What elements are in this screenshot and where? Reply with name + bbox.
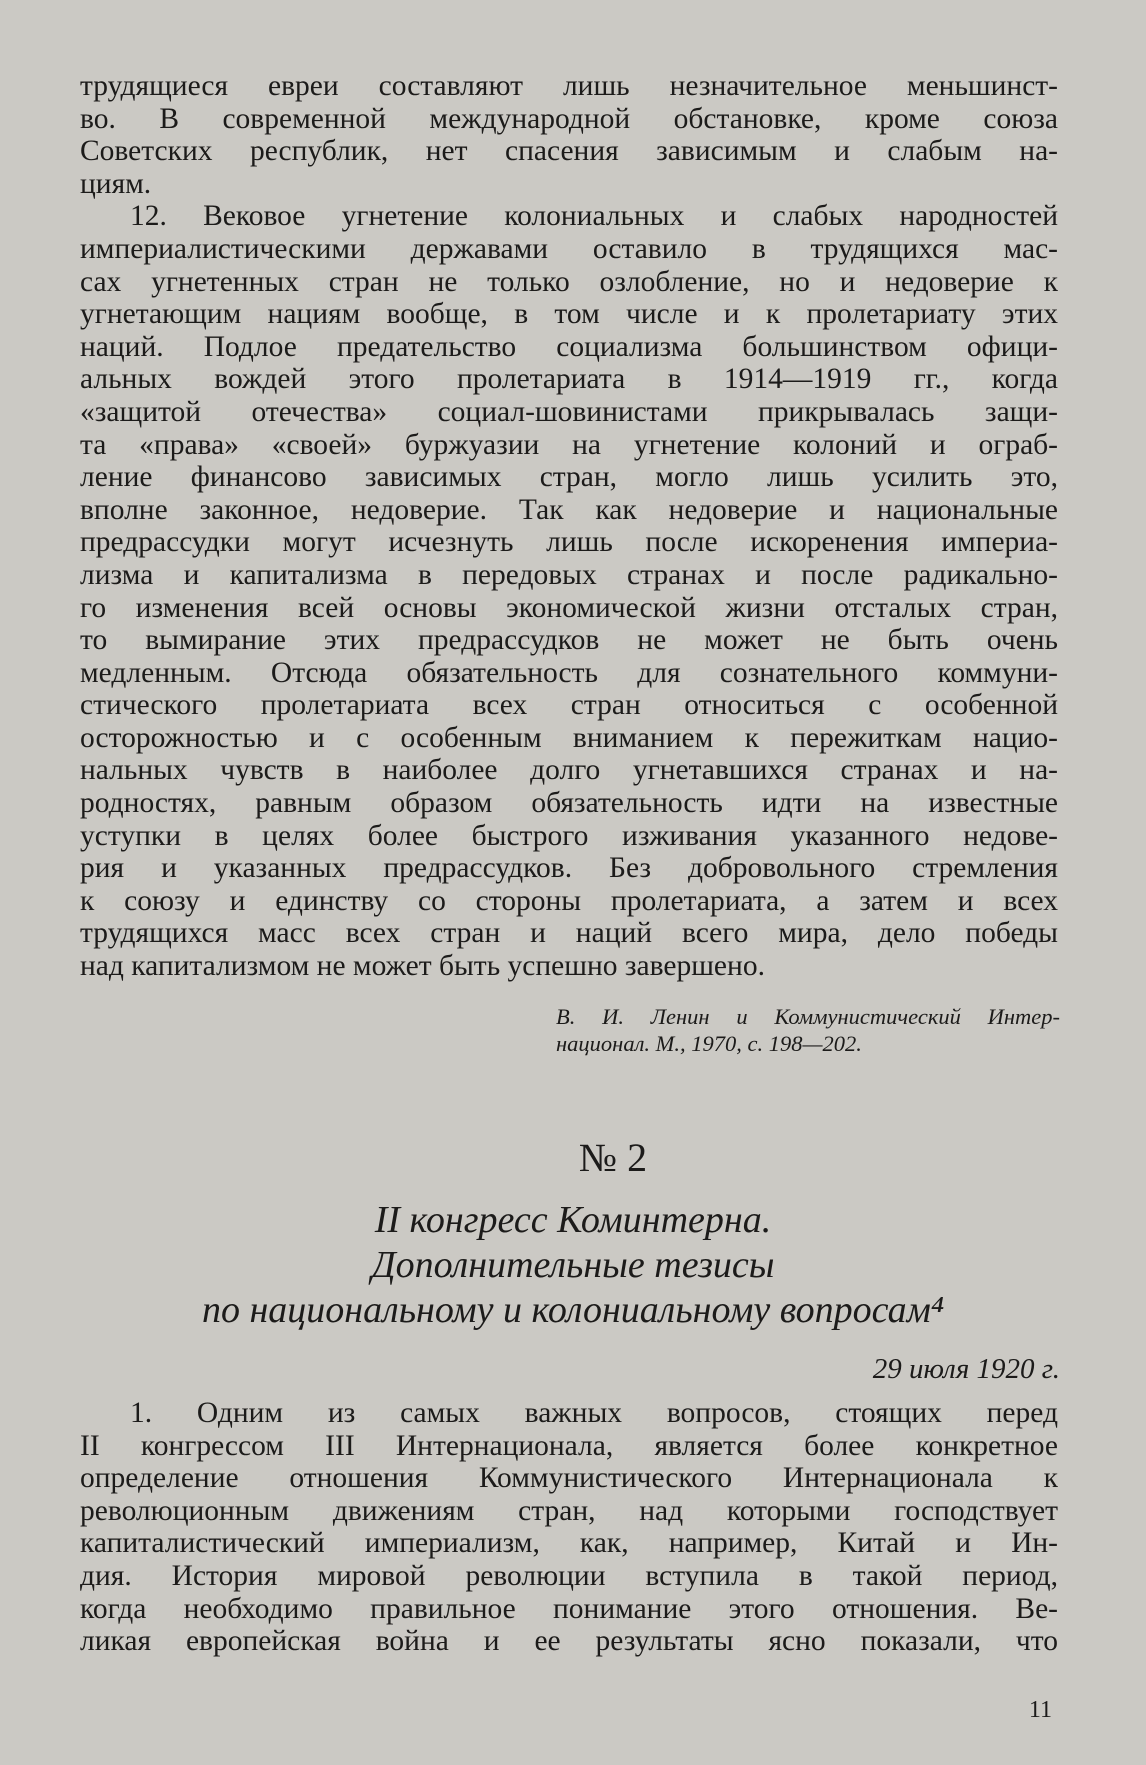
text-line-paragraph-start: 1. Одним из самых важных вопросов, стоящих перед (130, 1397, 1058, 1429)
source-citation (556, 1003, 1060, 1057)
text-line: определение отношения Коммунистического Интернационала к (80, 1462, 1058, 1495)
text-line: «защитой отечества» социал-шовинистами прикрывалась защи- (80, 395, 1058, 428)
text-line: стического пролетариата всех стран относиться с особенной (80, 689, 1058, 722)
text-line: ликая европейская война и ее результаты ясно показали, что (80, 1625, 1058, 1658)
text-line: го изменения всей основы экономической жизни отсталых стран, (80, 591, 1058, 624)
text-line: циям. (80, 167, 152, 200)
text-line: вполне законное, недоверие. Так как недоверие и национальные (80, 493, 1058, 526)
text-line: альных вождей этого пролетариата в 1914—1919 гг., когда (80, 363, 1058, 396)
text-line: осторожностью и с особенным вниманием к пережиткам нацио- (80, 721, 1058, 754)
text-line: трудящихся масс всех стран и наций всего мира, дело победы (80, 917, 1058, 950)
text-line: II конгрессом III Интернационала, является более конкретное (80, 1429, 1058, 1462)
text-line: к союзу и единству со стороны пролетариата, а затем и всех (80, 884, 1058, 917)
text-line: медленным. Отсюда обязательность для сознательного коммуни- (80, 656, 1058, 689)
text-line: уступки в целях более быстрого изживания указанного недове- (80, 819, 1058, 852)
text-line: трудящиеся евреи составляют лишь незначительное меньшинст- (80, 70, 1058, 102)
text-line: лизма и капитализма в передовых странах и после радикально- (80, 558, 1058, 591)
text-line: сах угнетенных стран не только озлобление, но и недоверие к (80, 265, 1058, 298)
text-line: Советских республик, нет спасения зависимым и слабым на- (80, 135, 1058, 168)
text-line: то вымирание этих предрассудков не может не быть очень (80, 624, 1058, 657)
text-line: нальных чувств в наиболее долго угнетавшихся странах и на- (80, 754, 1058, 787)
text-line: ление финансово зависимых стран, могло лишь усилить это, (80, 461, 1058, 494)
text-line: над капитализмом не может быть успешно завершено. (80, 950, 765, 983)
source-line: В. И. Ленин и Коммунистический Интер- (556, 1004, 1060, 1029)
heading-line: по национальному и колониальному вопросам⁴ (201, 1289, 945, 1331)
text-line: во. В современной международной обстановке, кроме союза (80, 102, 1058, 135)
text-line: империалистическими державами оставило в трудящихся мас- (80, 232, 1058, 265)
text-block-lenin-theses (80, 70, 1058, 983)
page-number: 11 (1028, 1697, 1052, 1723)
text-line: революционным движениям стран, над которыми господствует (80, 1494, 1058, 1527)
text-line: рия и указанных предрассудков. Без добровольного стремления (80, 852, 1058, 885)
text-line: та «права» «своей» буржуазии на угнетение колоний и ограб- (80, 428, 1058, 461)
text-line: дия. История мировой революции вступила в такой период, (80, 1559, 1058, 1592)
text-line-paragraph-start: 12. Вековое угнетение колониальных и слабых народностей (130, 200, 1058, 233)
heading-line: Дополнительные тезисы (371, 1244, 775, 1286)
text-line: угнетающим нациям вообще, в том числе и к пролетариату этих (80, 298, 1058, 331)
text-block-additional-theses (80, 1397, 1058, 1658)
text-line: капиталистический империализм, как, например, Китай и Ин- (80, 1527, 1058, 1560)
text-line: предрассудки могут исчезнуть лишь после искоренения империа- (80, 526, 1058, 559)
source-line: национал. М., 1970, с. 198—202. (556, 1031, 862, 1056)
text-line: наций. Подлое предательство социализма большинством офици- (80, 330, 1058, 363)
document-date: 29 июля 1920 г. (872, 1353, 1060, 1385)
text-line: родностях, равным образом обязательность идти на известные (80, 787, 1058, 820)
document-number: № 2 (578, 1135, 648, 1180)
heading-line: II конгресс Коминтерна. (374, 1199, 772, 1241)
text-line: когда необходимо правильное понимание этого отношения. Ве- (80, 1592, 1058, 1625)
document-heading (0, 1198, 1146, 1333)
